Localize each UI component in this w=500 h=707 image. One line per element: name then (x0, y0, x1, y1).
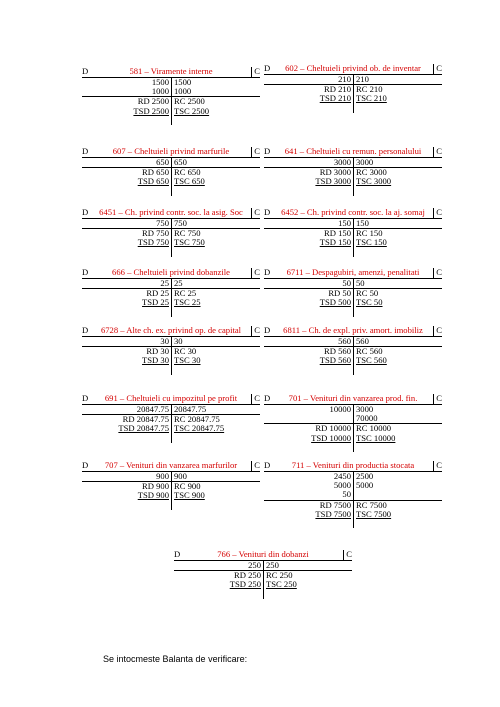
account-body (264, 219, 442, 257)
rulaj-credit: RC 150 (356, 228, 383, 239)
account-header (82, 326, 260, 337)
rulaj-row (82, 346, 260, 356)
account-body (174, 561, 352, 599)
header-separator (251, 147, 252, 157)
total-credit: TSC 30 (174, 355, 201, 366)
entry-row (82, 78, 260, 87)
header-separator (251, 394, 252, 404)
rulaj-row (264, 84, 442, 94)
credit-label: C (436, 267, 442, 277)
rulaj-debit: RD 3000 (319, 167, 351, 178)
debit-value: 750 (156, 218, 169, 228)
total-row (264, 356, 442, 365)
rulaj-row (82, 167, 260, 177)
rulaj-credit: RC 20847.75 (174, 414, 220, 425)
header-separator (251, 67, 252, 77)
rulaj-credit: RC 2500 (174, 96, 205, 107)
credit-value: 150 (356, 218, 369, 228)
account-header (82, 147, 260, 158)
total-row (264, 434, 442, 443)
debit-label: D (264, 63, 271, 73)
t-account (82, 461, 260, 510)
credit-value: 70000 (356, 413, 378, 424)
t-account (264, 394, 442, 452)
t-account (82, 147, 260, 196)
account-body (264, 337, 442, 375)
account-title: 641 – Cheltuieli cu remun. personalului (284, 147, 422, 156)
credit-label: C (436, 325, 442, 335)
rulaj-credit: RC 25 (174, 288, 197, 299)
account-body (82, 405, 260, 443)
account-title: 711 – Venituri din productia stocata (291, 461, 415, 470)
total-row (82, 298, 260, 307)
t-account (82, 268, 260, 317)
rulaj-credit: RC 210 (356, 84, 383, 95)
header-separator (433, 268, 434, 278)
total-row (264, 510, 442, 519)
credit-value: 5000 (356, 480, 374, 491)
rulaj-credit: RC 3000 (356, 167, 387, 178)
debit-label: D (264, 146, 271, 156)
account-title: 6711 – Despagubiri, amenzi, penalitati (286, 268, 420, 277)
debit-value: 20847.75 (136, 404, 169, 414)
account-header (82, 268, 260, 279)
credit-value: 250 (266, 560, 279, 570)
credit-label: C (346, 549, 352, 559)
debit-label: D (264, 267, 271, 277)
entry-row (82, 87, 260, 96)
entry-row (82, 405, 260, 414)
entry-row (264, 472, 442, 481)
header-separator (251, 208, 252, 218)
account-body (264, 405, 442, 452)
entry-row (82, 337, 260, 346)
t-account (82, 394, 260, 443)
rulaj-row (264, 500, 442, 510)
rulaj-credit: RC 560 (356, 346, 383, 357)
t-account (264, 461, 442, 528)
total-credit: TSC 20847.75 (174, 423, 225, 434)
header-separator (433, 326, 434, 336)
account-title: 6451 – Ch. privind contr. soc. la asig. Soc (99, 208, 243, 217)
total-credit: TSC 210 (356, 93, 387, 104)
credit-value: 650 (174, 157, 187, 167)
account-header (174, 550, 352, 561)
total-row (264, 177, 442, 186)
account-header (264, 268, 442, 279)
debit-label: D (82, 66, 89, 76)
debit-value: 50 (342, 278, 351, 288)
account-title: 581 – Viramente interne (129, 67, 213, 76)
t-account (82, 326, 260, 375)
rulaj-row (82, 481, 260, 491)
rulaj-debit: RD 10000 (315, 423, 351, 434)
header-separator (433, 147, 434, 157)
debit-label: D (82, 207, 89, 217)
account-body (82, 158, 260, 196)
debit-value: 5000 (333, 480, 351, 491)
account-header (264, 64, 442, 75)
total-debit: TSD 20847.75 (118, 423, 169, 434)
credit-value: 30 (174, 336, 183, 346)
entry-row (82, 472, 260, 481)
t-account (264, 268, 442, 317)
debit-label: D (264, 325, 271, 335)
rulaj-credit: RC 900 (174, 481, 201, 492)
header-separator (251, 461, 252, 471)
total-row (82, 238, 260, 247)
account-header (82, 461, 260, 472)
rulaj-credit: RC 7500 (356, 499, 387, 510)
t-account (264, 208, 442, 257)
entry-row (82, 158, 260, 167)
header-separator (251, 326, 252, 336)
credit-value: 210 (356, 74, 369, 84)
t-account (264, 147, 442, 196)
credit-value: 50 (356, 278, 365, 288)
debit-label: D (264, 393, 271, 403)
credit-value: 2500 (356, 471, 374, 481)
rulaj-row (82, 414, 260, 424)
rulaj-credit: RC 250 (266, 570, 293, 581)
account-title: 766 – Venituri din dobanzi (217, 550, 309, 559)
total-row (264, 298, 442, 307)
total-credit: TSC 2500 (174, 105, 210, 116)
debit-value: 210 (338, 74, 351, 84)
credit-value: 20847.75 (174, 404, 207, 414)
account-header (264, 461, 442, 472)
rulaj-debit: RD 900 (142, 481, 169, 492)
account-header (264, 208, 442, 219)
total-row (82, 356, 260, 365)
total-debit: TSD 7500 (315, 508, 351, 519)
account-header (82, 208, 260, 219)
credit-value: 3000 (356, 157, 374, 167)
account-title: 666 – Cheltuieli privind dobanzile (112, 268, 230, 277)
debit-value: 560 (338, 336, 351, 346)
debit-value: 30 (160, 336, 169, 346)
rulaj-debit: RD 30 (146, 346, 169, 357)
total-credit: TSC 650 (174, 176, 205, 187)
debit-label: D (82, 267, 89, 277)
account-title: 691 – Cheltuieli cu impozitul pe profit (104, 394, 238, 403)
credit-label: C (436, 146, 442, 156)
credit-value: 1000 (174, 86, 192, 97)
account-body (82, 219, 260, 257)
total-row (82, 177, 260, 186)
total-debit: TSD 10000 (311, 432, 351, 443)
total-debit: TSD 900 (137, 490, 169, 501)
credit-value: 1500 (174, 77, 192, 87)
total-debit: TSD 750 (137, 237, 169, 248)
entry-row (264, 490, 442, 499)
account-body (82, 78, 260, 125)
header-separator (251, 268, 252, 278)
total-credit: TSC 250 (266, 579, 297, 590)
account-body (82, 472, 260, 510)
account-header (82, 67, 260, 78)
rulaj-credit: RC 750 (174, 228, 201, 239)
header-separator (433, 461, 434, 471)
debit-label: D (82, 460, 89, 470)
credit-label: C (436, 63, 442, 73)
rulaj-credit: RC 650 (174, 167, 201, 178)
account-body (82, 279, 260, 317)
debit-value: 1500 (151, 77, 169, 87)
account-body (264, 472, 442, 528)
rulaj-row (82, 96, 260, 106)
credit-label: C (254, 267, 260, 277)
account-header (264, 326, 442, 337)
account-body (264, 158, 442, 196)
account-title: 707 – Venituri din vanzarea marfurilor (104, 461, 238, 470)
header-separator (343, 550, 344, 560)
total-row (82, 424, 260, 433)
credit-label: C (254, 325, 260, 335)
account-header (264, 147, 442, 158)
rulaj-row (264, 288, 442, 298)
header-separator (433, 64, 434, 74)
t-account (264, 326, 442, 375)
total-debit: TSD 650 (137, 176, 169, 187)
t-account (82, 208, 260, 257)
t-account (174, 550, 352, 599)
debit-value: 1000 (151, 86, 169, 97)
account-title: 607 – Cheltuieli privind marfurile (112, 147, 230, 156)
total-credit: TSC 900 (174, 490, 205, 501)
total-credit: TSC 150 (356, 237, 387, 248)
total-credit: TSC 560 (356, 355, 387, 366)
rulaj-debit: RD 750 (142, 228, 169, 239)
debit-value: 650 (156, 157, 169, 167)
rulaj-credit: RC 30 (174, 346, 197, 357)
entry-row (264, 414, 442, 423)
account-body (264, 279, 442, 317)
total-debit: TSD 3000 (315, 176, 351, 187)
rulaj-row (264, 228, 442, 238)
total-debit: TSD 30 (142, 355, 169, 366)
total-row (174, 580, 352, 589)
credit-label: C (254, 460, 260, 470)
entry-row (264, 279, 442, 288)
total-credit: TSC 7500 (356, 508, 392, 519)
debit-label: D (82, 325, 89, 335)
header-separator (433, 208, 434, 218)
rulaj-debit: RD 2500 (137, 96, 169, 107)
debit-value: 900 (156, 471, 169, 481)
credit-label: C (436, 393, 442, 403)
debit-label: D (82, 146, 89, 156)
account-title: 6452 – Ch. privind contr. soc. la aj. somaj (281, 208, 425, 217)
account-header (264, 394, 442, 405)
total-debit: TSD 250 (229, 579, 261, 590)
rulaj-row (82, 288, 260, 298)
rulaj-credit: RC 10000 (356, 423, 392, 434)
credit-value: 560 (356, 336, 369, 346)
header-separator (433, 394, 434, 404)
total-row (82, 107, 260, 116)
credit-value: 900 (174, 471, 187, 481)
total-debit: TSD 25 (142, 297, 169, 308)
entry-row (264, 219, 442, 228)
debit-value: 150 (338, 218, 351, 228)
total-row (264, 238, 442, 247)
rulaj-debit: RD 150 (324, 228, 351, 239)
t-account (264, 64, 442, 113)
account-title: 6811 – Ch. de expl. priv. amort. imobiliz (283, 326, 423, 335)
total-debit: TSD 2500 (133, 105, 169, 116)
credit-label: C (254, 146, 260, 156)
t-account (82, 67, 260, 125)
rulaj-debit: RD 7500 (319, 499, 351, 510)
credit-label: C (254, 393, 260, 403)
entry-row (264, 481, 442, 490)
total-debit: TSD 500 (319, 297, 351, 308)
total-debit: TSD 560 (319, 355, 351, 366)
debit-label: D (82, 393, 89, 403)
footer-text: Se intocmeste Balanta de verificare: (103, 654, 248, 664)
rulaj-credit: RC 50 (356, 288, 379, 299)
entry-row (82, 279, 260, 288)
debit-value: 250 (248, 560, 261, 570)
total-row (264, 94, 442, 103)
debit-label: D (264, 460, 271, 470)
account-body (264, 75, 442, 113)
debit-value: 3000 (333, 157, 351, 167)
total-credit: TSC 50 (356, 297, 383, 308)
credit-label: C (254, 207, 260, 217)
rulaj-row (264, 167, 442, 177)
entry-row (264, 405, 442, 414)
entry-row (264, 158, 442, 167)
entry-row (264, 75, 442, 84)
rulaj-debit: RD 20847.75 (122, 414, 169, 425)
rulaj-debit: RD 50 (328, 288, 351, 299)
rulaj-debit: RD 250 (234, 570, 261, 581)
account-title: 6728 – Alte ch. ex. privind op. de capital (100, 326, 242, 335)
rulaj-debit: RD 210 (324, 84, 351, 95)
total-credit: TSC 10000 (356, 432, 396, 443)
credit-label: C (436, 460, 442, 470)
entry-row (174, 561, 352, 570)
account-title: 701 – Venituri din vanzarea prod. fin. (288, 394, 418, 403)
total-row (82, 491, 260, 500)
debit-value: 25 (160, 278, 169, 288)
credit-value: 3000 (356, 404, 374, 414)
debit-value: 50 (342, 489, 351, 500)
total-credit: TSC 25 (174, 297, 201, 308)
credit-value: 750 (174, 218, 187, 228)
total-credit: TSC 3000 (356, 176, 392, 187)
account-header (82, 394, 260, 405)
debit-value: 10000 (329, 404, 351, 414)
rulaj-row (82, 228, 260, 238)
debit-value: 2450 (333, 471, 351, 481)
rulaj-debit: RD 650 (142, 167, 169, 178)
rulaj-row (264, 346, 442, 356)
debit-label: D (264, 207, 271, 217)
account-title: 602 – Cheltuieli privind ob. de inventar (285, 64, 421, 73)
credit-value: 25 (174, 278, 183, 288)
total-debit: TSD 150 (319, 237, 351, 248)
rulaj-debit: RD 560 (324, 346, 351, 357)
rulaj-row (174, 570, 352, 580)
rulaj-debit: RD 25 (146, 288, 169, 299)
credit-label: C (254, 66, 260, 76)
total-debit: TSD 210 (319, 93, 351, 104)
rulaj-row (264, 423, 442, 433)
debit-label: D (174, 549, 181, 559)
entry-row (264, 337, 442, 346)
total-credit: TSC 750 (174, 237, 205, 248)
entry-row (82, 219, 260, 228)
credit-label: C (436, 207, 442, 217)
account-body (82, 337, 260, 375)
